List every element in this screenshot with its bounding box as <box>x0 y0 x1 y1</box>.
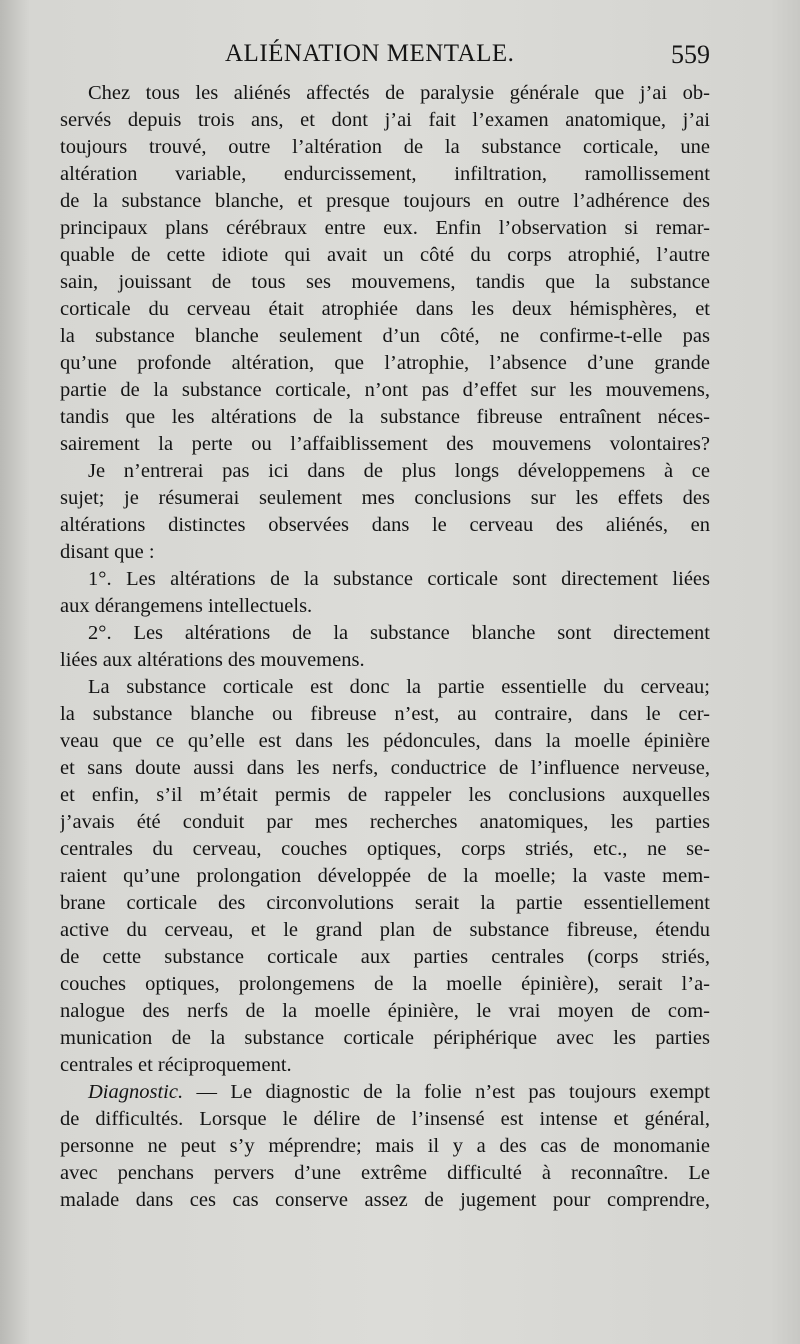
text-line: quable de cette idiote qui avait un côté du corps atrophié, l’autre <box>60 244 710 266</box>
text-line: et enfin, s’il m’était permis de rappeler les conclusions auxquelles <box>60 784 710 806</box>
page-number: 559 <box>671 40 710 69</box>
text-line: la substance blanche seulement d’un côté, ne confirme-t-elle pas <box>60 325 710 347</box>
text-line: sujet; je résumerai seulement mes conclusions sur les effets des <box>60 487 710 509</box>
text-line: avec penchans pervers d’une extrême difficulté à reconnaître. Le <box>60 1162 710 1184</box>
text-line: partie de la substance corticale, n’ont pas d’effet sur les mouvemens, <box>60 379 710 401</box>
text-line: altération variable, endurcissement, infiltration, ramollissement <box>60 163 710 185</box>
diagnostic-label: Diagnostic. <box>88 1081 184 1103</box>
text-line: 1°. Les altérations de la substance corticale sont directement liées <box>88 568 710 590</box>
page-header <box>60 40 710 80</box>
text-line: sain, jouissant de tous ses mouvemens, tandis que la substance <box>60 271 710 293</box>
text-line: principaux plans cérébraux entre eux. Enfin l’observation si remar- <box>60 217 710 239</box>
body-text <box>60 80 710 1214</box>
diagnostic-paragraph-start <box>60 1079 710 1106</box>
text-line: personne ne peut s’y méprendre; mais il y a des cas de monomanie <box>60 1135 710 1157</box>
text-line: 2°. Les altérations de la substance blanche sont directement <box>88 622 710 644</box>
text-line: tandis que les altérations de la substance fibreuse entraînent néces- <box>60 406 710 428</box>
text-line: nalogue des nerfs de la moelle épinière, le vrai moyen de com- <box>60 1000 710 1022</box>
text-line: servés depuis trois ans, et dont j’ai fait l’examen anatomique, j’ai <box>60 109 710 131</box>
text-line: j’avais été conduit par mes recherches anatomiques, les parties <box>60 811 710 833</box>
text-line: La substance corticale est donc la partie essentielle du cerveau; <box>88 676 710 698</box>
text-line: liées aux altérations des mouvemens. <box>60 649 365 671</box>
text-line: altérations distinctes observées dans le cerveau des aliénés, en <box>60 514 710 536</box>
text-line: qu’une profonde altération, que l’atrophie, l’absence d’une grande <box>60 352 710 374</box>
text-line: de la substance blanche, et presque toujours en outre l’adhérence des <box>60 190 710 212</box>
text-line: corticale du cerveau était atrophiée dans les deux hémisphères, et <box>60 298 710 320</box>
running-title: ALIÉNATION MENTALE. <box>225 40 515 67</box>
text-line: aux dérangemens intellectuels. <box>60 595 313 617</box>
text-line: brane corticale des circonvolutions serait la partie essentiellement <box>60 892 710 914</box>
text-line: veau que ce qu’elle est dans les pédoncules, dans la moelle épinière <box>60 730 710 752</box>
text-line: sairement la perte ou l’affaiblissement des mouvemens volontaires? <box>60 433 710 455</box>
text-line: centrales du cerveau, couches optiques, corps striés, etc., ne se- <box>60 838 710 860</box>
text-line: couches optiques, prolongemens de la moelle épinière), serait l’a- <box>60 973 710 995</box>
text-line: munication de la substance corticale périphérique avec les parties <box>60 1027 710 1049</box>
text-line: — Le diagnostic de la folie n’est pas toujours exempt <box>196 1081 710 1103</box>
text-line: toujours trouvé, outre l’altération de la substance corticale, une <box>60 136 710 158</box>
text-line: centrales et réciproquement. <box>60 1054 292 1076</box>
text-line: active du cerveau, et le grand plan de substance fibreuse, étendu <box>60 919 710 941</box>
text-line: raient qu’une prolongation développée de la moelle; la vaste mem- <box>60 865 710 887</box>
text-line: de difficultés. Lorsque le délire de l’insensé est intense et général, <box>60 1108 710 1130</box>
text-line: Je n’entrerai pas ici dans de plus longs développemens à ce <box>88 460 710 482</box>
text-line: et sans doute aussi dans les nerfs, conductrice de l’influence nerveuse, <box>60 757 710 779</box>
text-line: disant que : <box>60 541 155 563</box>
text-line: de cette substance corticale aux parties centrales (corps striés, <box>60 946 710 968</box>
text-line: la substance blanche ou fibreuse n’est, au contraire, dans le cer- <box>60 703 710 725</box>
text-line: malade dans ces cas conserve assez de jugement pour comprendre, <box>60 1189 710 1211</box>
text-line: Chez tous les aliénés affectés de paralysie générale que j’ai ob- <box>88 82 710 104</box>
